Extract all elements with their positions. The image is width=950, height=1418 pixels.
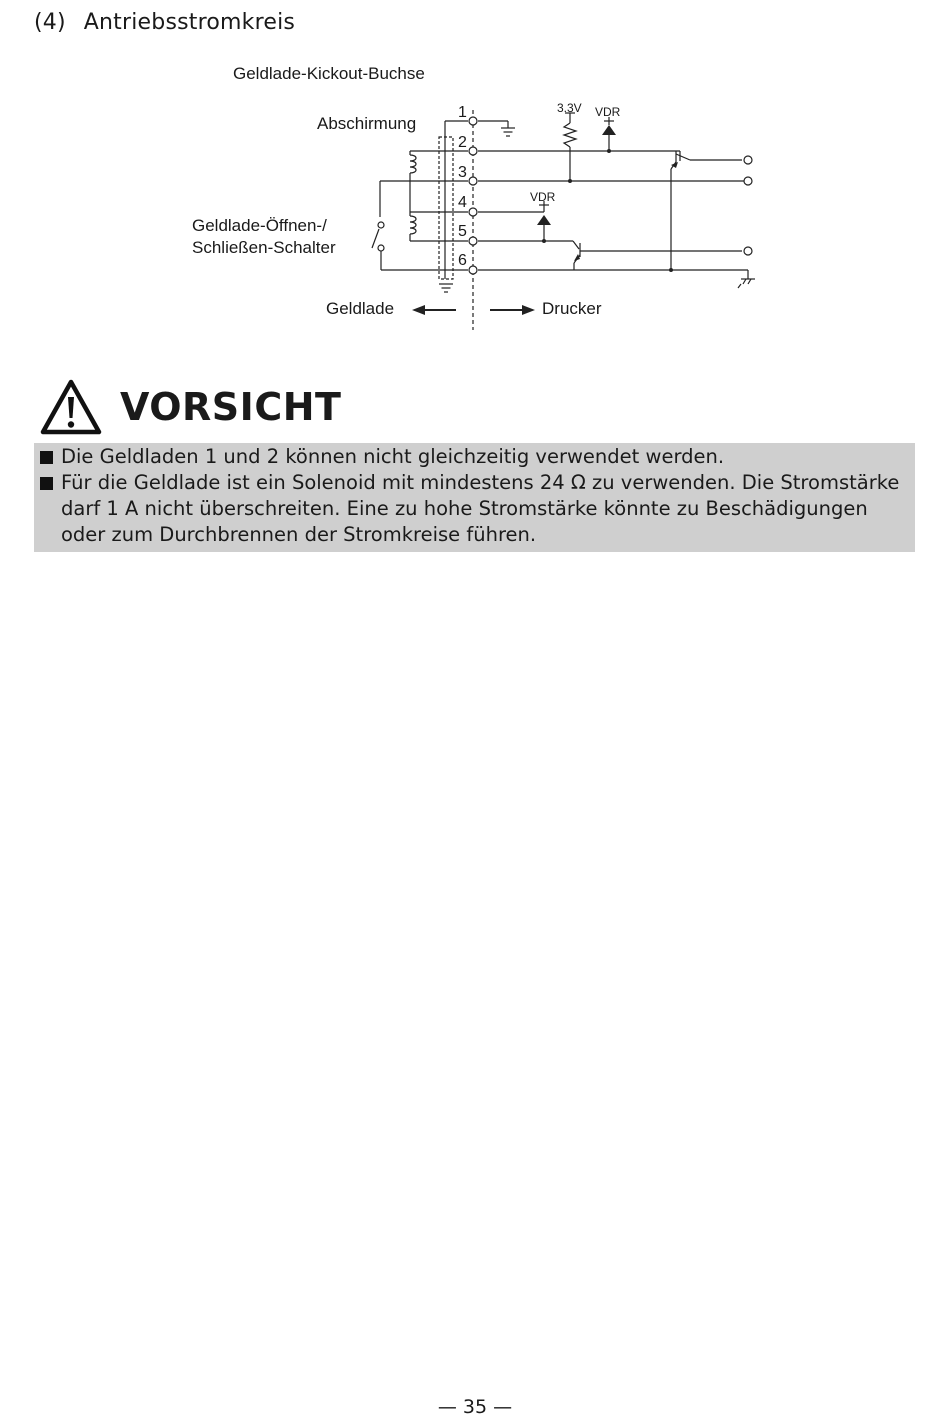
shield-label: Abschirmung — [317, 114, 417, 133]
pin-1-label: 1 — [458, 104, 467, 121]
circuit-diagram — [180, 55, 770, 345]
caution-item-text: Für die Geldlade ist ein Solenoid mit mindestens 24 Ω zu verwenden. Die Stromstärke darf 1 A nicht überschreiten. Eine zu hohe Stromstärke könnte zu Beschädigungen oder zum Durchbrennen der Stromkreise führen. — [61, 471, 900, 546]
caution-item — [40, 444, 905, 470]
square-bullet-icon — [40, 477, 53, 490]
caution-box — [34, 443, 915, 552]
geldlade-label: Geldlade — [326, 299, 395, 318]
section-title: Antriebsstromkreis — [83, 10, 296, 35]
circuit-svg — [180, 55, 770, 345]
pin-4-label: 4 — [458, 194, 467, 211]
warning-triangle-icon — [40, 379, 102, 435]
caution-item-text: Die Geldladen 1 und 2 können nicht gleichzeitig verwendet werden. — [61, 445, 725, 468]
voltage-label: 3.3V — [557, 101, 582, 115]
switch-label-line1: Geldlade-Öffnen-/ — [192, 216, 327, 235]
caution-item — [40, 470, 905, 548]
caution-title: VORSICHT — [120, 385, 342, 429]
caution-heading — [40, 378, 341, 436]
vdr-label-mid: VDR — [530, 190, 556, 204]
pin-3-label: 3 — [458, 164, 467, 181]
pin-2-label: 2 — [458, 134, 467, 151]
section-heading — [34, 10, 295, 35]
connector-title: Geldlade-Kickout-Buchse — [233, 64, 425, 83]
square-bullet-icon — [40, 451, 53, 464]
drucker-label: Drucker — [542, 299, 602, 318]
vdr-label-top: VDR — [595, 105, 621, 119]
page-number: — 35 — — [437, 1396, 513, 1418]
shield-outline — [439, 137, 453, 279]
switch-label-line2: Schließen-Schalter — [192, 238, 336, 257]
section-number: (4) — [34, 10, 66, 35]
pin-6-label: 6 — [458, 252, 467, 269]
pin-5-label: 5 — [458, 223, 467, 240]
